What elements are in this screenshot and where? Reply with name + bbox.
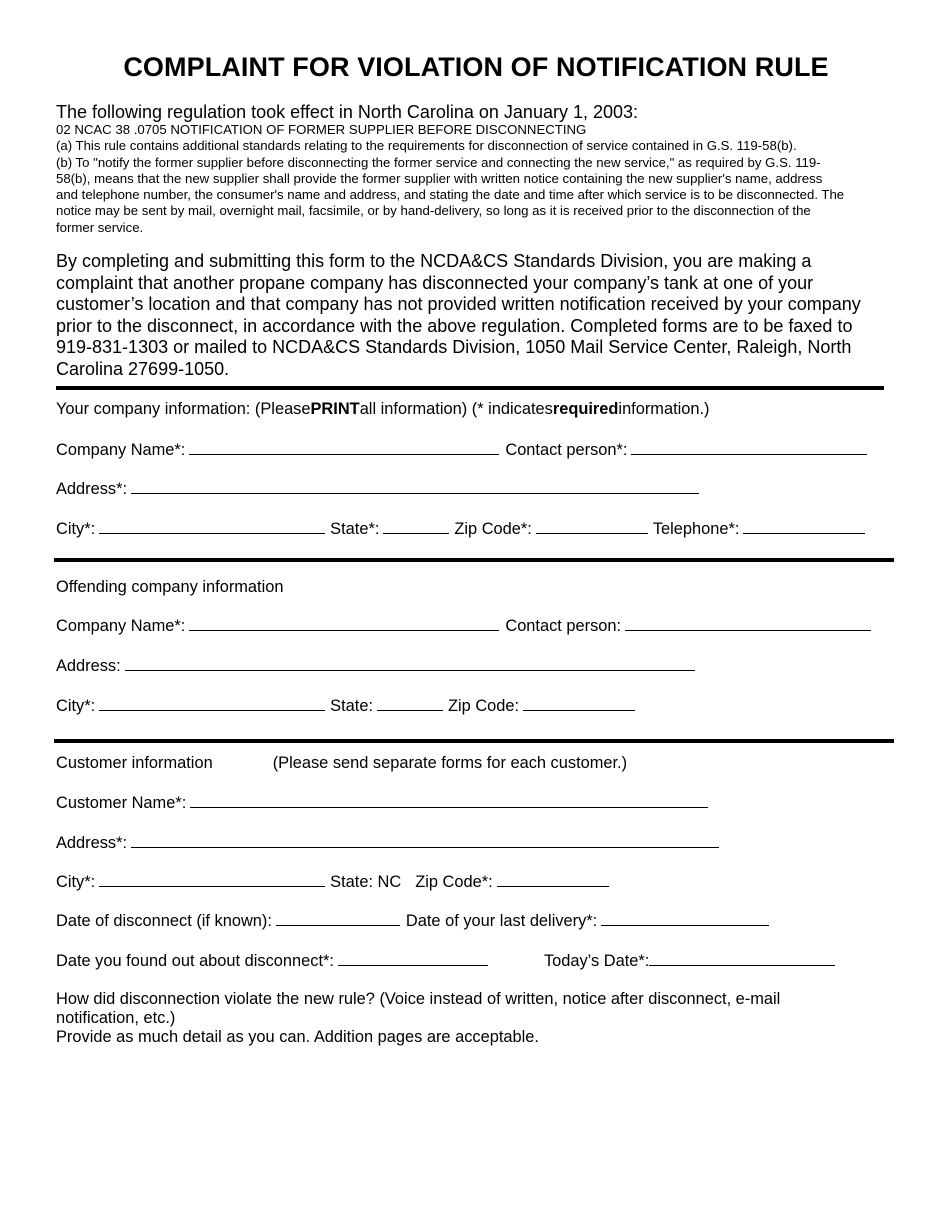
regulation-line: notice may be sent by mail, overnight mail, facsimile, or by hand-delivery, so long as it is received prior to the disconnection of the [56,203,811,219]
customer-zip-field[interactable] [497,871,609,887]
customer-name-label: Customer Name*: [56,794,187,812]
date-last-delivery-field[interactable] [601,910,769,926]
your-company-name-field[interactable] [189,439,499,455]
offending-company-zip-field[interactable] [523,695,635,711]
address-label: Address*: [56,480,128,498]
violation-question-line: notification, etc.) [56,1009,176,1027]
regulation-line: and telephone number, the consumer's name and address, and stating the date and time after which service is to be disconnected. The [56,187,845,203]
regulation-line: (b) To "notify the former supplier before disconnecting the former service and connecting the new service," as required by G.S. 119- [56,154,821,170]
customer-address-row [56,832,719,853]
your-company-address-field[interactable] [131,478,699,494]
zip-label: Zip Code*: [454,520,532,538]
your-company-name-row [56,439,867,460]
customer-city-row [56,871,609,892]
page-title: COMPLAINT FOR VIOLATION OF NOTIFICATION RULE [123,52,829,82]
offending-contact-person-field[interactable] [625,615,871,631]
offending-company-city-row [56,695,635,716]
violation-question-line: Provide as much detail as you can. Addition pages are acceptable. [56,1028,539,1046]
offending-company-state-field[interactable] [377,695,443,711]
zip-label: Zip Code*: [415,873,493,891]
statement-line: By completing and submitting this form to the NCDA&CS Standards Division, you are making a [56,251,812,271]
todays-date-label: Today’s Date*: [543,952,650,970]
customer-heading [56,753,627,773]
your-company-state-field[interactable] [383,518,449,534]
statement-line: prior to the disconnect, in accordance with the above regulation. Completed forms are to be faxed to [56,315,853,336]
offending-company-city-field[interactable] [99,695,325,711]
statement-line: complaint that another propane company has disconnected your company’s tank at one of your [56,272,814,293]
regulation-intro: The following regulation took effect in North Carolina on January 1, 2003: [56,102,639,122]
violation-question-line: How did disconnection violate the new rule? (Voice instead of written, notice after disconnect, e-mail [56,990,781,1008]
company-name-label: Company Name*: [56,617,186,635]
date-found-out-label: Date you found out about disconnect*: [56,952,334,970]
regulation-line: (a) This rule contains additional standards relating to the requirements for disconnection of service contained in G.S. 119-58(b). [56,138,797,154]
statement-line: customer’s location and that company has not provided written notification received by your company [56,294,861,315]
regulation-section [56,102,896,236]
state-label: State*: [330,520,380,538]
address-label: Address: [56,657,121,675]
your-company-city-row [56,518,865,539]
zip-label: Zip Code: [448,697,520,715]
city-label: City*: [56,697,96,715]
telephone-label: Telephone*: [652,520,740,538]
regulation-line: 02 NCAC 38 .0705 NOTIFICATION OF FORMER SUPPLIER BEFORE DISCONNECTING [56,122,587,137]
date-found-out-field[interactable] [338,950,488,966]
state-label: State: NC [330,873,402,891]
customer-name-row [56,792,708,813]
customer-heading-label: Customer information [56,754,213,772]
customer-address-field[interactable] [131,832,719,848]
date-last-delivery-label: Date of your last delivery*: [405,912,598,930]
offending-company-heading: Offending company information [56,578,284,596]
contact-person-label: Contact person: [505,617,622,635]
todays-date-field[interactable] [649,950,835,966]
address-label: Address*: [56,834,128,852]
date-disconnect-field[interactable] [276,910,400,926]
offending-company-name-field[interactable] [189,615,499,631]
your-contact-person-field[interactable] [631,439,867,455]
complaint-statement [56,251,896,381]
customer-city-field[interactable] [99,871,325,887]
regulation-line: former service. [56,219,144,235]
customer-name-field[interactable] [190,792,708,808]
disconnect-date-row [56,910,769,931]
state-label: State: [330,697,373,715]
your-company-heading: Your company information: (Please PRINT all information) (* indicates required information.) [56,400,710,418]
offending-company-address-row [56,655,695,676]
contact-person-label: Contact person*: [505,441,628,459]
offending-company-address-field[interactable] [125,655,695,671]
your-company-zip-field[interactable] [536,518,648,534]
statement-line: 919-831-1303 or mailed to NCDA&CS Standards Division, 1050 Mail Service Center, Raleigh, North [56,337,852,358]
found-out-date-row [56,950,835,971]
date-disconnect-label: Date of disconnect (if known): [56,912,272,930]
regulation-text [56,122,896,236]
your-company-address-row [56,478,699,499]
regulation-line: 58(b), means that the new supplier shall provide the former supplier with written notice containing the new supplier's name, address [56,170,823,186]
customer-heading-note: (Please send separate forms for each customer.) [272,754,628,772]
violation-question [56,990,896,1047]
offending-company-name-row [56,615,871,636]
company-name-label: Company Name*: [56,441,186,459]
city-label: City*: [56,520,96,538]
section-divider [56,386,884,390]
your-company-city-field[interactable] [99,518,325,534]
section-divider [54,558,894,562]
city-label: City*: [56,873,96,891]
statement-line: Carolina 27699-1050. [56,358,230,379]
your-company-telephone-field[interactable] [743,518,865,534]
section-divider [54,739,894,743]
